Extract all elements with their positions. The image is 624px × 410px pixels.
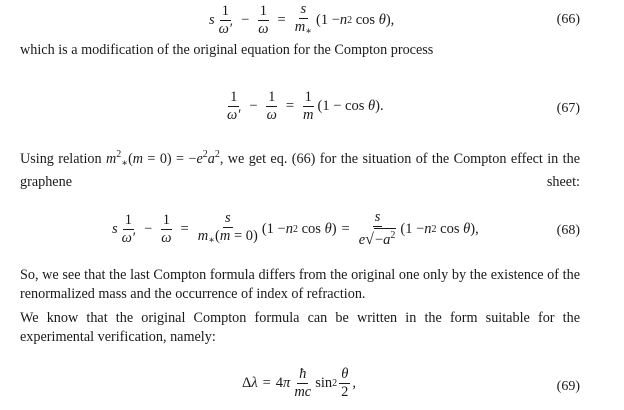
inline-math-mass-relation: $m^2_∗(m = 0) = -e^2a^2$ [106, 149, 220, 169]
paragraph-text: , we get eq. (66) for the situation of the Compton effect in the graphene sheet: [20, 151, 580, 190]
equation-number: (68) [556, 223, 580, 238]
equation-68: s $\frac{1}{\omega'}$ − $\frac{1}{\omega}$ = $\frac{s}{m_∗(m = 0)}$ (1 − n 2 cos θ ) = s e √ $-a^2$ (1 − n 2 cos θ ), (68) [112, 209, 580, 248]
paragraph-compton-modification: which is a modification of the original equation for the Compton process [20, 42, 434, 58]
paragraph-relation [20, 145, 580, 192]
paragraph-original-formula: We know that the original Compton formula can be written in the form suitable for the experimental verification, namely: [20, 310, 580, 345]
equation-66: s $\frac{1}{\omega'}$ − $\frac{1}{\omega}$ = $\frac{s}{m_∗}$ (1 − n 2 cos θ ), (66) [209, 1, 580, 37]
equation-number: (67) [556, 101, 580, 116]
equation-number: (66) [556, 12, 580, 27]
equation-69: Δ λ = 4 π $\frac{ħ}{mc}$ sin 2 $\frac{\theta}{2}$ , (69) [242, 366, 580, 400]
paragraph-compton-difference: So, we see that the last Compton formula differs from the original one only by the existence of the renormalized mass and the occurrence of index of refraction. [20, 267, 580, 302]
equation-number: (69) [556, 379, 580, 394]
paragraph-text: Using relation [20, 151, 107, 167]
equation-67: $\frac{1}{\omega'}$ − $\frac{1}{\omega}$ = $\frac{1}{m}$ (1 − cos θ ). (67) [227, 89, 580, 123]
